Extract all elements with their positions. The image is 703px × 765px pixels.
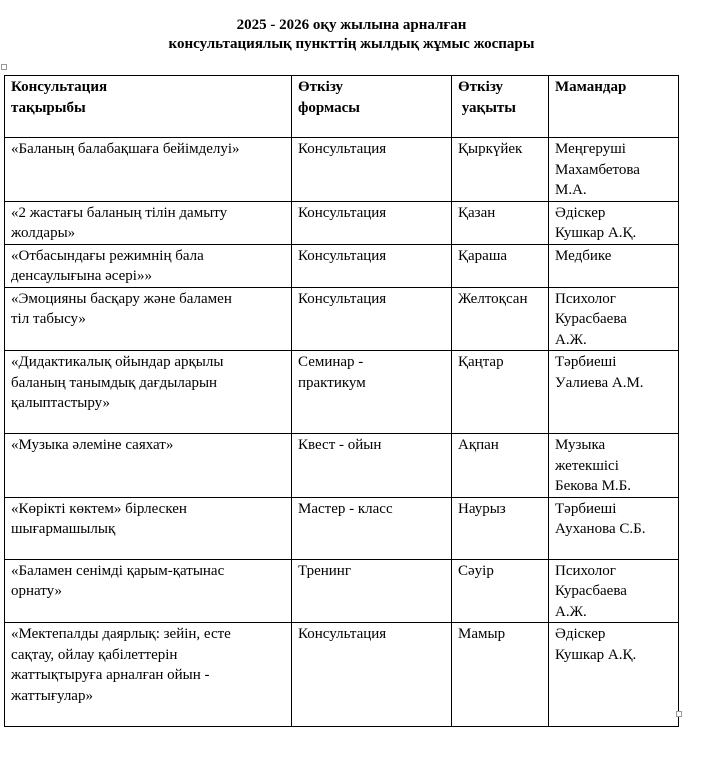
cell-time	[452, 351, 549, 434]
cell-text-line: Қыркүйек	[458, 141, 523, 157]
cell-text-line: Кушкар А.Қ.	[555, 646, 637, 663]
cell-text-line: Консультация	[298, 247, 387, 264]
cell-text-line: Мамыр	[458, 626, 506, 642]
cell-text-line: Мастер - класс	[298, 500, 393, 517]
cell-text-line: Уалиева А.М.	[555, 374, 644, 391]
cell-specialist	[549, 138, 679, 202]
table-row	[5, 287, 679, 351]
cell-time	[452, 434, 549, 498]
cell-time	[452, 244, 549, 287]
cell-text-line: «Мектепалды даярлық: зейін, есте	[11, 626, 231, 642]
cell-text-line: Тренинг	[298, 562, 351, 579]
cell-text-line: Курасбаева	[555, 311, 627, 327]
cell-text-line: Ауханова С.Б.	[555, 521, 646, 537]
cell-text-line: Тәрбиеші	[555, 500, 617, 517]
cell-text-line: сақтау, ойлау қабілеттерін	[11, 646, 178, 663]
cell-text-line: Сәуір	[458, 562, 494, 579]
cell-text-line: Наурыз	[458, 500, 506, 517]
cell-specialist	[549, 351, 679, 434]
table-row	[5, 559, 679, 623]
cell-form	[292, 138, 452, 202]
cell-text-line: М.А.	[555, 182, 587, 198]
cell-text-line: жолдары»	[11, 225, 76, 241]
cell-text-line: «Музыка әлеміне саяхат»	[11, 437, 174, 453]
cell-text-line: «Көрікті көктем» бірлескен	[11, 500, 187, 517]
cell-text-line: Меңгеруші	[555, 141, 626, 157]
table-row	[5, 434, 679, 498]
cell-text-line: Махамбетова	[555, 161, 640, 178]
title-line-1: 2025 - 2026 оқу жылына арналған	[236, 17, 467, 33]
cell-form	[292, 201, 452, 244]
cell-topic	[5, 623, 292, 727]
header-text-line: Консультация	[11, 79, 108, 95]
cell-text-line: «Баланың балабақшаға бейімделуі»	[11, 141, 240, 157]
table-row	[5, 497, 679, 559]
cell-text-line: Психолог	[555, 562, 616, 579]
table-row	[5, 623, 679, 727]
cell-text-line: Консультация	[298, 141, 387, 157]
cell-text-line: жетекшісі	[555, 457, 619, 474]
cell-text-line: орнату»	[11, 583, 63, 599]
header-text-line: тақырыбы	[11, 99, 86, 116]
cell-topic	[5, 201, 292, 244]
cell-text-line: Желтоқсан	[458, 290, 528, 307]
header-topic	[5, 76, 292, 138]
cell-topic	[5, 287, 292, 351]
cell-text-line: Квест - ойын	[298, 437, 382, 453]
header-text-line: Мамандар	[555, 79, 627, 95]
cell-time	[452, 623, 549, 727]
cell-text-line: Қараша	[458, 247, 508, 264]
cell-form	[292, 434, 452, 498]
header-text-line: формасы	[298, 99, 360, 116]
work-plan-table	[4, 75, 679, 727]
cell-topic	[5, 351, 292, 434]
cell-text-line: жаттықтыруға арналған ойын -	[11, 667, 210, 683]
cell-specialist	[549, 497, 679, 559]
cell-text-line: Бекова М.Б.	[555, 478, 632, 494]
cell-text-line: Психолог	[555, 290, 616, 307]
cell-text-line: «Баламен сенімді қарым-қатынас	[11, 562, 225, 579]
cell-text-line: А.Ж.	[555, 603, 587, 620]
table-move-handle[interactable]	[1, 64, 7, 70]
cell-text-line: «Отбасындағы режимнің бала	[11, 247, 204, 264]
cell-text-line: Кушкар А.Қ.	[555, 225, 637, 241]
cell-text-line: «2 жастағы баланың тілін дамыту	[11, 204, 228, 221]
cell-text-line: Медбике	[555, 247, 612, 264]
cell-text-line: денсаулығына әсері»»	[11, 268, 152, 284]
cell-time	[452, 287, 549, 351]
cell-topic	[5, 434, 292, 498]
table-row	[5, 138, 679, 202]
header-text-line: Өткізу	[458, 79, 504, 95]
cell-text-line: А.Ж.	[555, 331, 587, 348]
cell-form	[292, 623, 452, 727]
cell-text-line: Консультация	[298, 626, 387, 642]
table-header-row	[5, 76, 679, 138]
header-form	[292, 76, 452, 138]
cell-text-line: Әдіскер	[555, 204, 606, 221]
cell-form	[292, 287, 452, 351]
cell-text-line: шығармашылық	[11, 521, 116, 537]
cell-text-line: Қаңтар	[458, 354, 504, 370]
cell-topic	[5, 138, 292, 202]
cell-topic	[5, 559, 292, 623]
cell-form	[292, 351, 452, 434]
table-row	[5, 244, 679, 287]
cell-topic	[5, 244, 292, 287]
cell-time	[452, 138, 549, 202]
header-time	[452, 76, 549, 138]
cell-specialist	[549, 201, 679, 244]
cell-text-line: Курасбаева	[555, 583, 627, 599]
cell-text-line: қалыптастыру»	[11, 395, 111, 411]
cell-text-line: Консультация	[298, 204, 387, 221]
cell-text-line: Әдіскер	[555, 626, 606, 642]
cell-text-line: практикум	[298, 374, 366, 391]
document-title	[0, 16, 703, 54]
cell-time	[452, 201, 549, 244]
table-row	[5, 201, 679, 244]
cell-form	[292, 559, 452, 623]
cell-text-line: Семинар -	[298, 354, 364, 370]
cell-text-line: «Эмоцияны басқару және баламен	[11, 290, 232, 307]
cell-time	[452, 559, 549, 623]
header-text-line: Өткізу	[298, 79, 344, 95]
title-line-2: консультациялық пункттің жылдық жұмыс жоспары	[168, 36, 535, 52]
table-resize-handle[interactable]	[676, 711, 682, 717]
cell-specialist	[549, 287, 679, 351]
header-text-line: уақыты	[458, 99, 516, 116]
cell-text-line: Консультация	[298, 290, 387, 307]
cell-text-line: Тәрбиеші	[555, 354, 617, 370]
cell-text-line: жаттығулар»	[11, 687, 93, 704]
cell-text-line: «Дидактикалық ойындар арқылы	[11, 354, 224, 370]
cell-specialist	[549, 623, 679, 727]
cell-specialist	[549, 559, 679, 623]
header-specialists	[549, 76, 679, 138]
cell-text-line: Ақпан	[458, 437, 499, 453]
cell-topic	[5, 497, 292, 559]
cell-text-line: тіл табысу»	[11, 311, 86, 327]
cell-text-line: Қазан	[458, 204, 496, 221]
cell-text-line: Музыка	[555, 437, 606, 453]
cell-form	[292, 244, 452, 287]
cell-text-line: баланың танымдық дағдыларын	[11, 374, 218, 391]
cell-specialist	[549, 244, 679, 287]
cell-specialist	[549, 434, 679, 498]
cell-form	[292, 497, 452, 559]
table-row	[5, 351, 679, 434]
cell-time	[452, 497, 549, 559]
